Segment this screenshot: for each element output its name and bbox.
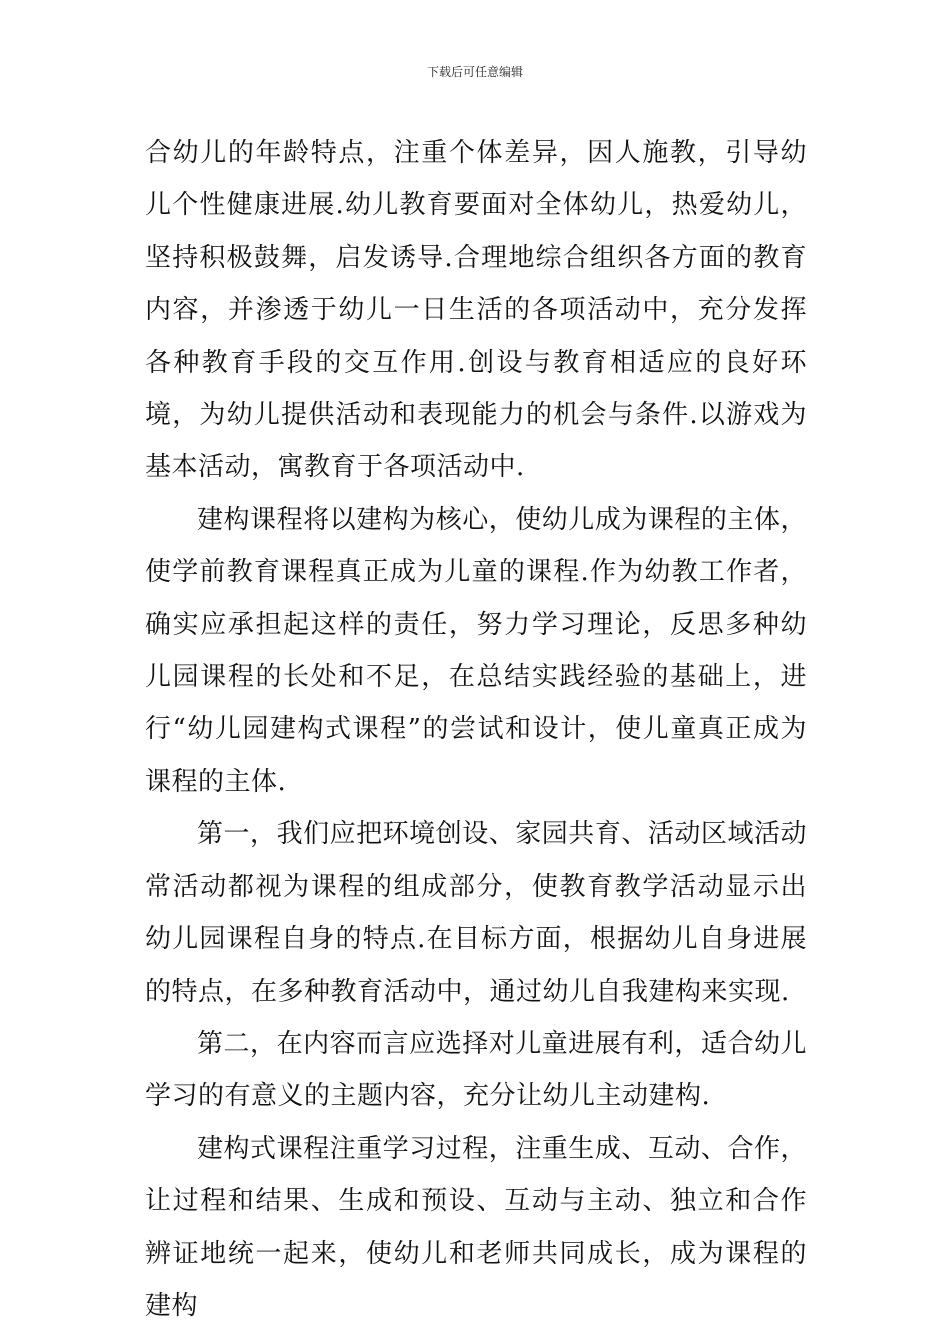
- paragraph-constructive-curriculum: 建构课程将以建构为核心，使幼儿成为课程的主体，使学前教育课程真正成为儿童的课程.作为幼教工作者，确实应承担起这样的责任，努力学习理论，反思多种幼儿园课程的长处和不足，在总结实践经验的基础上，进行“幼儿园建构式课程”的尝试和设计，使儿童真正成为课程的主体.: [145, 504, 807, 797]
- paragraph-first-point: 第一，我们应把环境创设、家园共育、活动区域活动常活动都视为课程的组成部分，使教育教学活动显示出幼儿园课程自身的特点.在目标方面，根据幼儿自身进展的特点，在多种教育活动中，通过幼儿自我建构来实现.: [145, 819, 807, 1007]
- paragraph-learning-process: 建构式课程注重学习过程，注重生成、互动、合作，让过程和结果、生成和预设、互动与主动、独立和合作辨证地统一起来，使幼儿和老师共同成长，成为课程的建构: [145, 1133, 807, 1321]
- document-body: [145, 127, 807, 1332]
- paragraph-second-point: 第二，在内容而言应选择对儿童进展有利，适合幼儿学习的有意义的主题内容，充分让幼儿主动建构.: [145, 1028, 807, 1112]
- paragraph-continuation: 合幼儿的年龄特点，注重个体差异，因人施教，引导幼儿个性健康进展.幼儿教育要面对全体幼儿，热爱幼儿，坚持积极鼓舞，启发诱导.合理地综合组织各方面的教育内容，并渗透于幼儿一日生活的各项活动中，充分发挥各种教育手段的交互作用.创设与教育相适应的良好环境，为幼儿提供活动和表现能力的机会与条件.以游戏为基本活动，寓教育于各项活动中.: [145, 138, 807, 483]
- page-header: 下载后可任意编辑: [426, 65, 523, 79]
